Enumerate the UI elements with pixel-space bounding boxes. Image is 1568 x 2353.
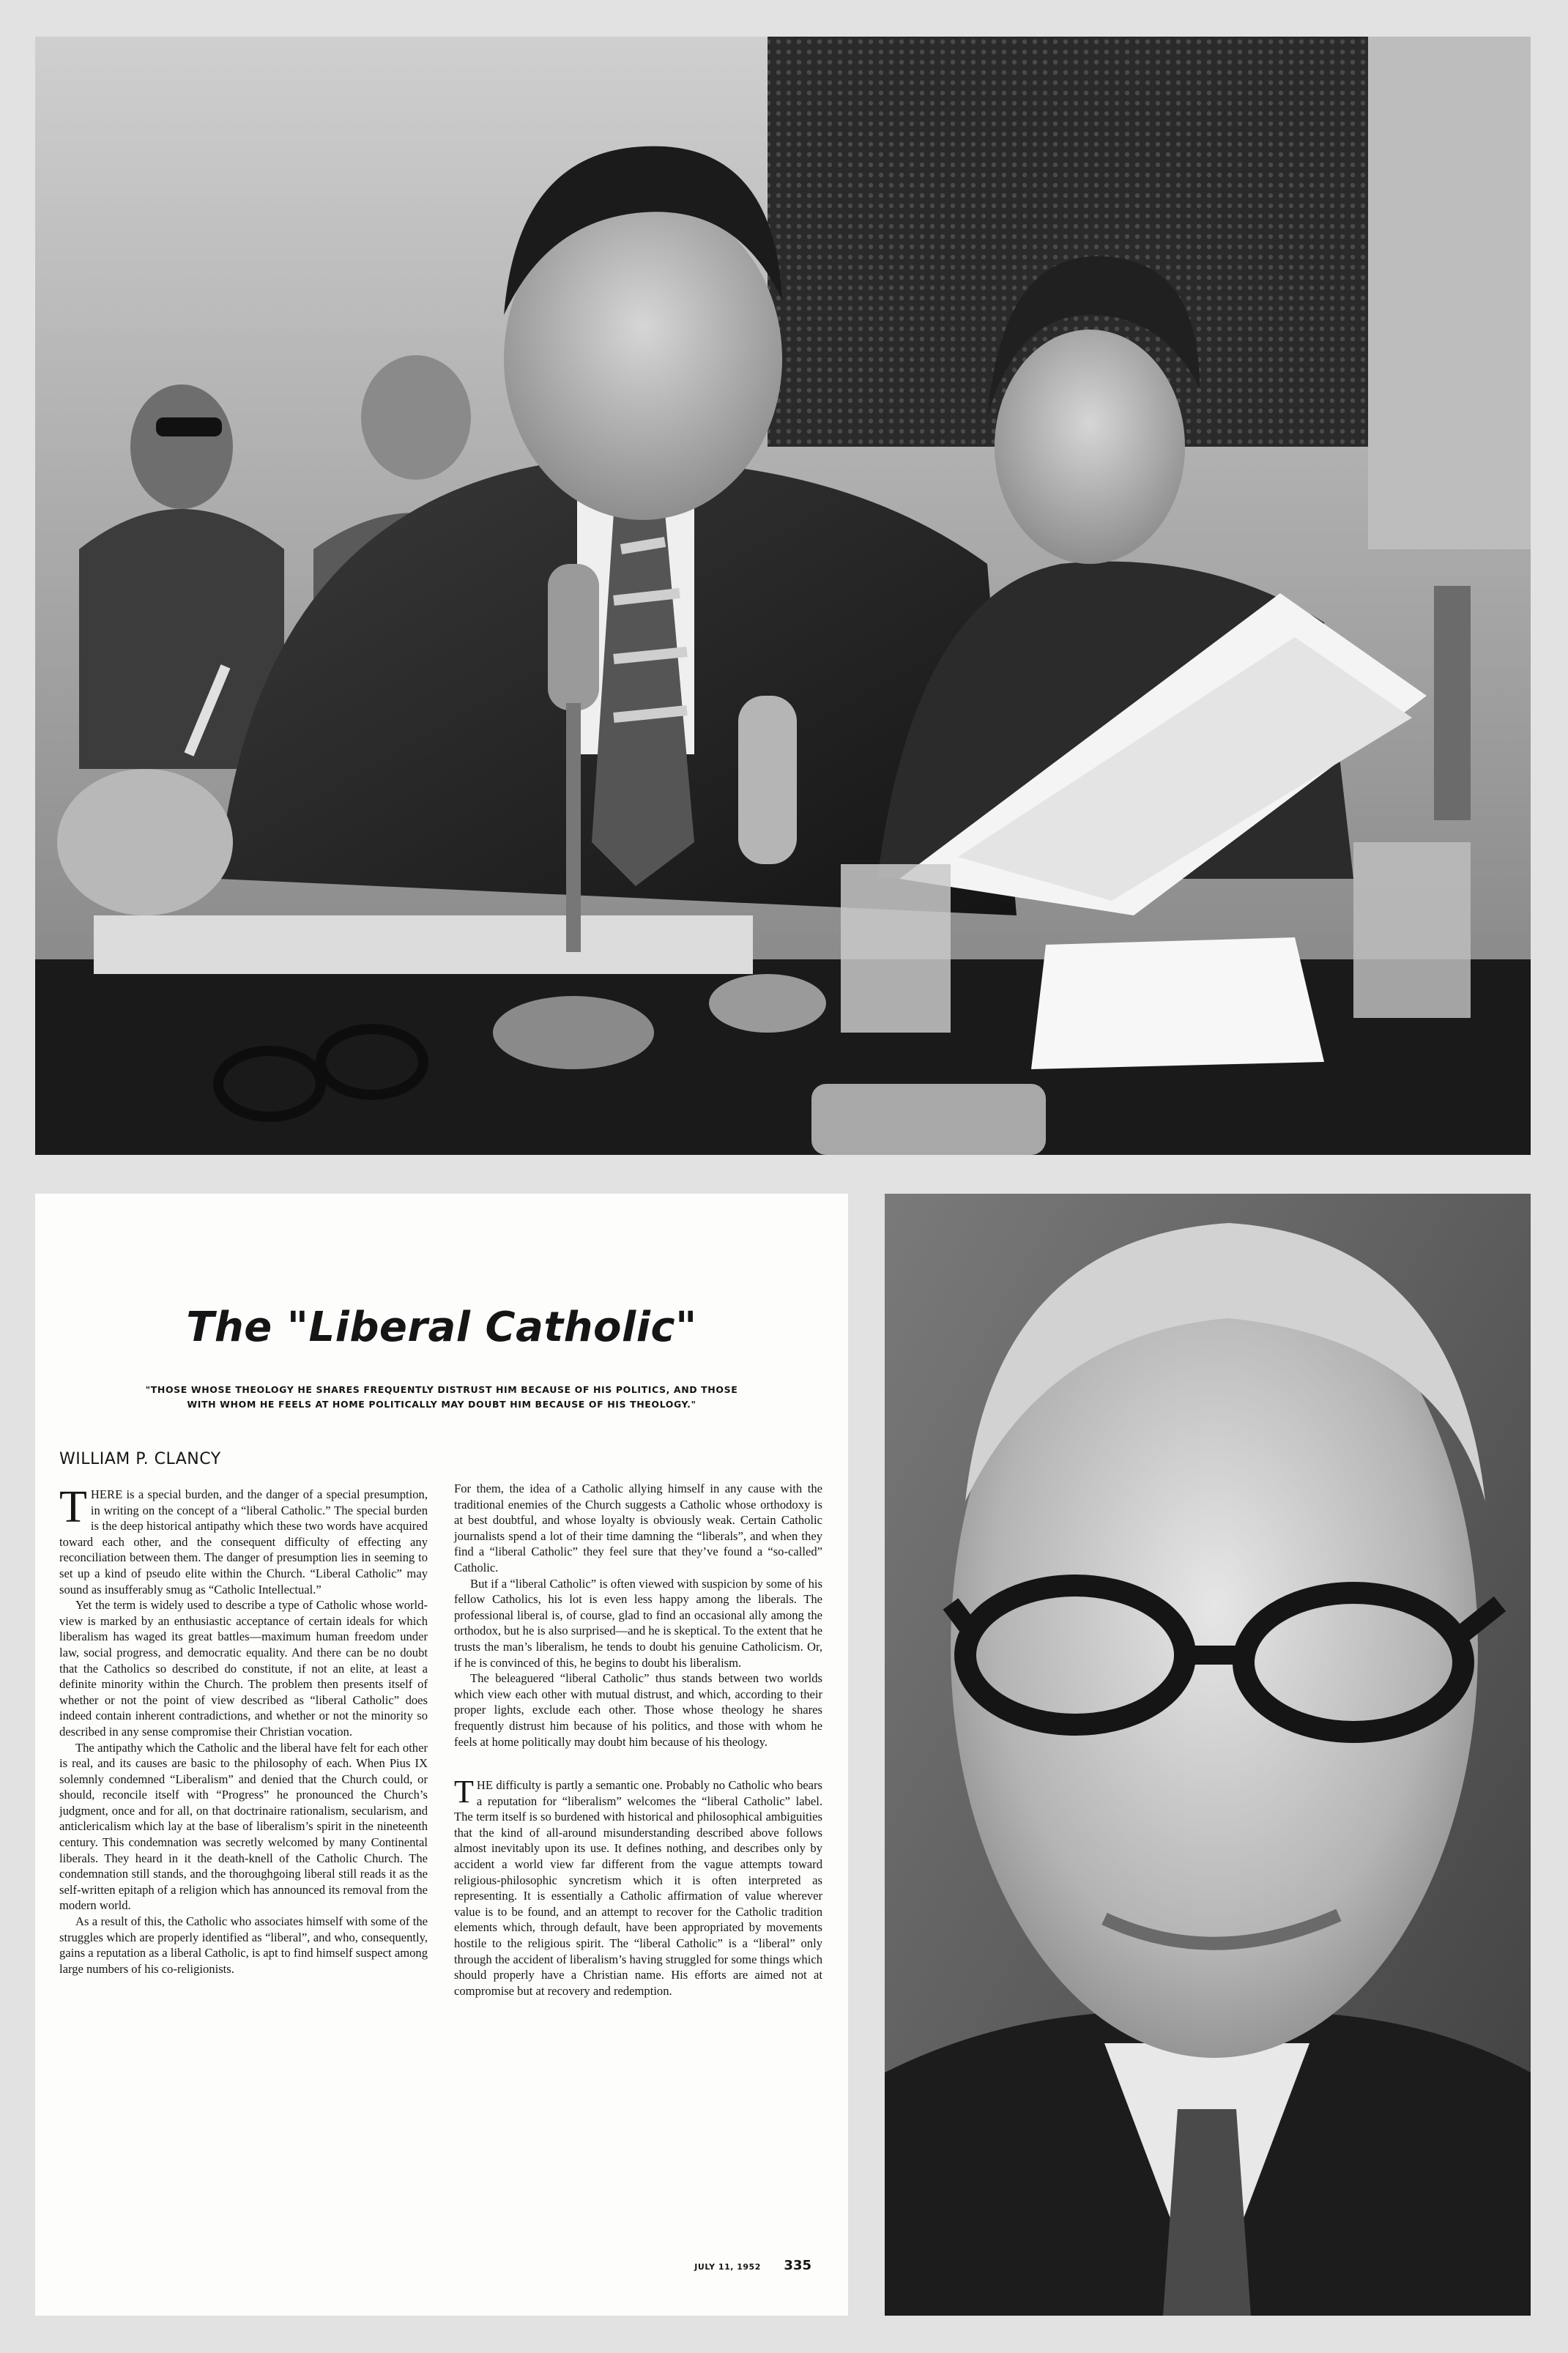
author-portrait-photo: [885, 1194, 1531, 2316]
hearing-photo: [35, 37, 1531, 1155]
article-paragraph: Yet the term is widely used to describe a type of Catholic whose world-view is marked by an enthusiastic acceptance of certain ideals for which liberalism has waged its great battles—maximum human freedom under law, social progress, and democratic equality. And there can be no doubt that the Catholics so described do constitute, if not an elite, at least a definite minority within the Church. The problem then presents itself of whether or not the point of view described as “liberal Catholic” does indeed contain inherent contradictions, and whether or not the minority so described in any sense compromise their Christian vocation.: [59, 1598, 428, 1739]
article-paragraph: THERE is a special burden, and the danger of a special presumption, in writing on the concept of a “liberal Catholic.” The special burden is the deep historical antipathy which these two words have acquired toward each other, and the consequent difficulty of effecting any reconciliation between them. The danger of presumption lies in seeming to set up a kind of pseudo elite within the Church. “Liberal Catholic” may sound as insufferably smug as “Catholic Intellectual.”: [59, 1482, 428, 1596]
drop-cap: T: [454, 1774, 474, 1810]
article-column-right: [454, 1481, 822, 1999]
drop-cap: T: [59, 1482, 87, 1532]
article-deck: "THOSE WHOSE THEOLOGY HE SHARES FREQUENTLY DISTRUST HIM BECAUSE OF HIS POLITICS, AND THOSE WITH WHOM HE FEELS AT HOME POLITICALLY MAY DOUBT HIM BECAUSE OF HIS THEOLOGY.": [145, 1384, 738, 1410]
article-paragraph: The antipathy which the Catholic and the liberal have felt for each other is real, and its causes are basic to the philosophy of each. When Pius IX solemnly condemned “Liberalism” and denied that the Church could, or should, reconcile itself with “Progress” he pronounced the Church’s judgment, once and for all, on that doctrinaire rationalism, secularism, and anticlericalism which lay at the base of liberalism’s spirit in the nineteenth century. This condemnation was secretly welcomed by many Continental liberals. They heard in it the death-knell of the Catholic Church. The condemnation still stands, and the thoroughgoing liberal still reads it as the self-written epitaph of a religion which has announced its removal from the modern world.: [59, 1740, 428, 1913]
author-portrait-graphic: [885, 1194, 1531, 2316]
article-byline: WILLIAM P. CLANCY: [59, 1450, 221, 1468]
article-paragraph: The beleaguered “liberal Catholic” thus stands between two worlds which view each other with mutual distrust, and which, according to their proper lights, exclude each other. Those whose theology he shares frequently distrust him because of his politics, and those with whom he feels at home politically may doubt him because of his theology.: [454, 1671, 822, 1749]
hearing-photo-graphic: [35, 37, 1531, 1155]
article-column-left: [59, 1482, 428, 1977]
article-paragraph: As a result of this, the Catholic who associates himself with some of the struggles which are properly identified as “liberal”, and who, consequently, gains a reputation as a liberal Catholic, is apt to find himself suspect among large numbers of his co-religionists.: [59, 1914, 428, 1976]
page-number: 335: [784, 2258, 811, 2273]
magazine-page: [35, 1194, 848, 2316]
article-paragraph: But if a “liberal Catholic” is often viewed with suspicion by some of his fellow Catholics, his lot is even less happy among the liberals. The professional liberal is, of course, glad to find an occasional ally among the orthodox, but he is also surprised—and he is skeptical. To the extent that he trusts the man’s liberalism, he tends to doubt his genuine Catholicism. Or, if he is convinced of this, he begins to doubt his liberalism.: [454, 1576, 822, 1670]
article-paragraph: THE difficulty is partly a semantic one. Probably no Catholic who bears a reputation for “liberalism” welcomes the “liberal Catholic” label. The term itself is so burdened with historical and philosophical ambiguities that the kind of all-around misunderstanding described above follows almost inevitably upon its use. It defines nothing, and describes only by accident a world view far different from the vague attempts toward religious-philosophic syncretism which it is often interpreted as representing. It is essentially a Catholic affirmation of value wherever value is to be found, and an attempt to recover for the Catholic tradition elements which, through default, have been appropriated by movements hostile to the religious spirit. The “liberal Catholic” is a “liberal” only through the accident of liberalism’s having struggled for some things which should properly have a Christian name. His efforts are aimed not at compromise but at recovery and redemption.: [454, 1774, 822, 1998]
issue-date: JULY 11, 1952: [694, 2262, 761, 2272]
article-paragraph: For them, the idea of a Catholic allying himself in any cause with the traditional enemies of the Church suggests a Catholic whose orthodoxy is at best doubtful, and whose loyalty is obviously weak. Certain Catholic journalists spend a lot of their time damning the “liberals”, and when they find a “liberal Catholic” they feel sure that they’ve found a “so-called” Catholic.: [454, 1482, 822, 1575]
article-title: The "Liberal Catholic": [186, 1304, 697, 1351]
page-folio: [694, 2258, 811, 2273]
